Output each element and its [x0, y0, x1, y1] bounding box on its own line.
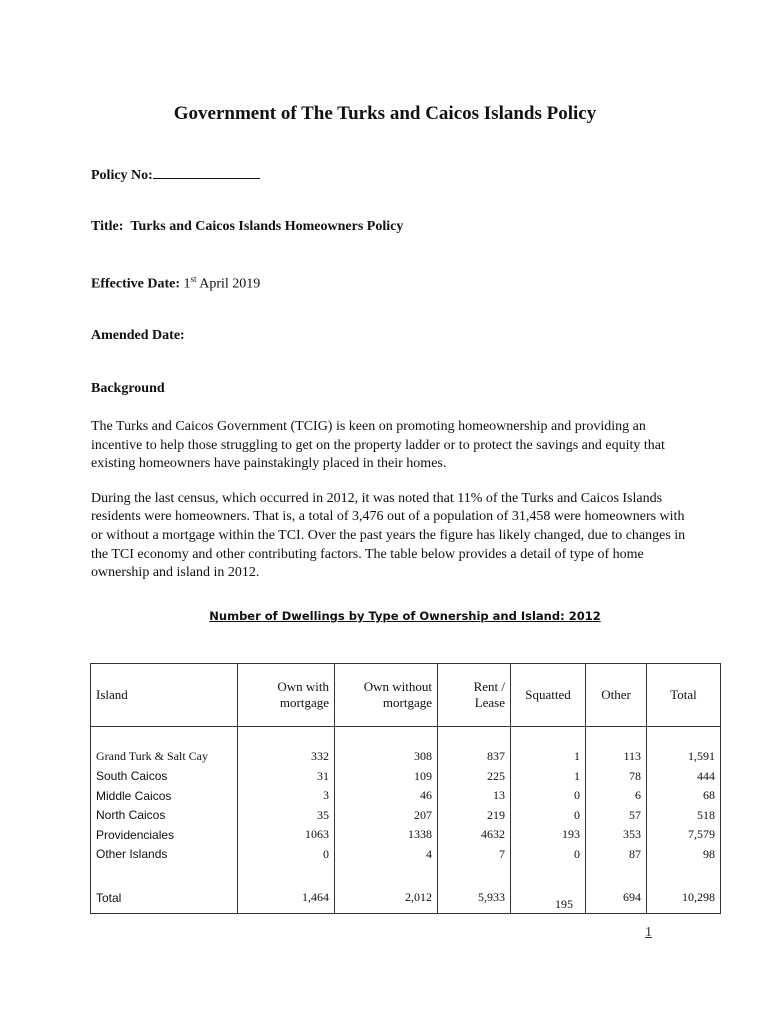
total-squatted: 195 [511, 882, 586, 914]
cell-other: 113 [586, 747, 647, 767]
total-other: 694 [586, 882, 647, 914]
cell-own-without: 4 [335, 845, 438, 865]
cell-squatted: 0 [511, 786, 586, 806]
cell-own-with: 1063 [238, 825, 335, 845]
cell-rent: 7 [438, 845, 511, 865]
effective-date-rest: April 2019 [196, 276, 261, 292]
policy-no-label: Policy No: [91, 168, 153, 183]
title-label: Title: [91, 219, 124, 234]
cell-own-with: 0 [238, 845, 335, 865]
cell-island: North Caicos [91, 806, 238, 826]
cell-other: 78 [586, 767, 647, 787]
cell-squatted: 1 [511, 747, 586, 767]
total-label: Total [91, 882, 238, 914]
cell-total: 518 [647, 806, 721, 826]
table-row [91, 845, 721, 865]
amended-date-label: Amended Date: [91, 328, 185, 343]
total-rent: 5,933 [438, 882, 511, 914]
cell-total: 1,591 [647, 747, 721, 767]
header-own-without-mortgage: Own without mortgage [335, 664, 438, 727]
cell-own-with: 35 [238, 806, 335, 826]
cell-own-without: 308 [335, 747, 438, 767]
cell-other: 87 [586, 845, 647, 865]
policy-no-line [91, 166, 260, 184]
page-number: 1 [645, 925, 652, 940]
cell-other: 6 [586, 786, 647, 806]
cell-own-without: 46 [335, 786, 438, 806]
header-island: Island [91, 664, 238, 727]
table-total-row [91, 882, 721, 914]
cell-island: Providenciales [91, 825, 238, 845]
paragraph-intro: The Turks and Caicos Government (TCIG) is keen on promoting homeownership and providing an incentive to help those struggling to get on the property ladder or to protect the savings and equity that existing homeowners have painstakingly placed in their homes. [91, 419, 665, 472]
table-caption: Number of Dwellings by Type of Ownership and Island: 2012 [209, 609, 601, 623]
paragraph-census: During the last census, which occurred in 2012, it was noted that 11% of the Turks and Caicos Islands residents were homeowners. That is, a total of 3,476 out of a population of 31,458 were homeowners with or without a mortgage within the TCI. Over the past years the figure has likely changed, due to changes in the TCI economy and other contributing factors. The table below provides a detail of type of home ownership and island in 2012. [91, 490, 686, 581]
cell-total: 7,579 [647, 825, 721, 845]
effective-date-line [91, 274, 260, 293]
cell-total: 444 [647, 767, 721, 787]
background-heading: Background [91, 381, 165, 396]
cell-squatted: 0 [511, 806, 586, 826]
cell-other: 57 [586, 806, 647, 826]
cell-own-with: 31 [238, 767, 335, 787]
total-own-with: 1,464 [238, 882, 335, 914]
cell-rent: 13 [438, 786, 511, 806]
table-row [91, 806, 721, 826]
cell-squatted: 1 [511, 767, 586, 787]
table-header-row [91, 664, 721, 727]
cell-rent: 4632 [438, 825, 511, 845]
table-row [91, 767, 721, 787]
cell-island: Grand Turk & Salt Cay [91, 747, 238, 767]
cell-total: 68 [647, 786, 721, 806]
cell-total: 98 [647, 845, 721, 865]
header-other: Other [586, 664, 647, 727]
effective-date-day: 1 [183, 276, 191, 292]
policy-no-blank [153, 166, 260, 179]
table-row [91, 747, 721, 767]
header-own-with-mortgage: Own with mortgage [238, 664, 335, 727]
cell-own-without: 207 [335, 806, 438, 826]
title-line [91, 219, 403, 235]
cell-island: Other Islands [91, 845, 238, 865]
total-own-without: 2,012 [335, 882, 438, 914]
cell-other: 353 [586, 825, 647, 845]
total-total: 10,298 [647, 882, 721, 914]
cell-rent: 837 [438, 747, 511, 767]
body-text [91, 418, 691, 599]
cell-island: Middle Caicos [91, 786, 238, 806]
cell-own-without: 1338 [335, 825, 438, 845]
table-row [91, 786, 721, 806]
header-total: Total [647, 664, 721, 727]
cell-rent: 219 [438, 806, 511, 826]
header-squatted: Squatted [511, 664, 586, 727]
cell-squatted: 0 [511, 845, 586, 865]
cell-squatted: 193 [511, 825, 586, 845]
dwellings-table [90, 663, 721, 914]
effective-date-suffix: st [190, 274, 197, 284]
document-title: Government of The Turks and Caicos Islands Policy [173, 103, 597, 124]
effective-date-label: Effective Date: [91, 276, 181, 292]
header-rent-lease: Rent / Lease [438, 664, 511, 727]
cell-own-without: 109 [335, 767, 438, 787]
table-gap-row [91, 864, 721, 882]
title-value: Turks and Caicos Islands Homeowners Policy [130, 219, 404, 234]
cell-island: South Caicos [91, 767, 238, 787]
table-row [91, 825, 721, 845]
cell-own-with: 332 [238, 747, 335, 767]
table-spacer-row [91, 727, 721, 748]
cell-rent: 225 [438, 767, 511, 787]
cell-own-with: 3 [238, 786, 335, 806]
